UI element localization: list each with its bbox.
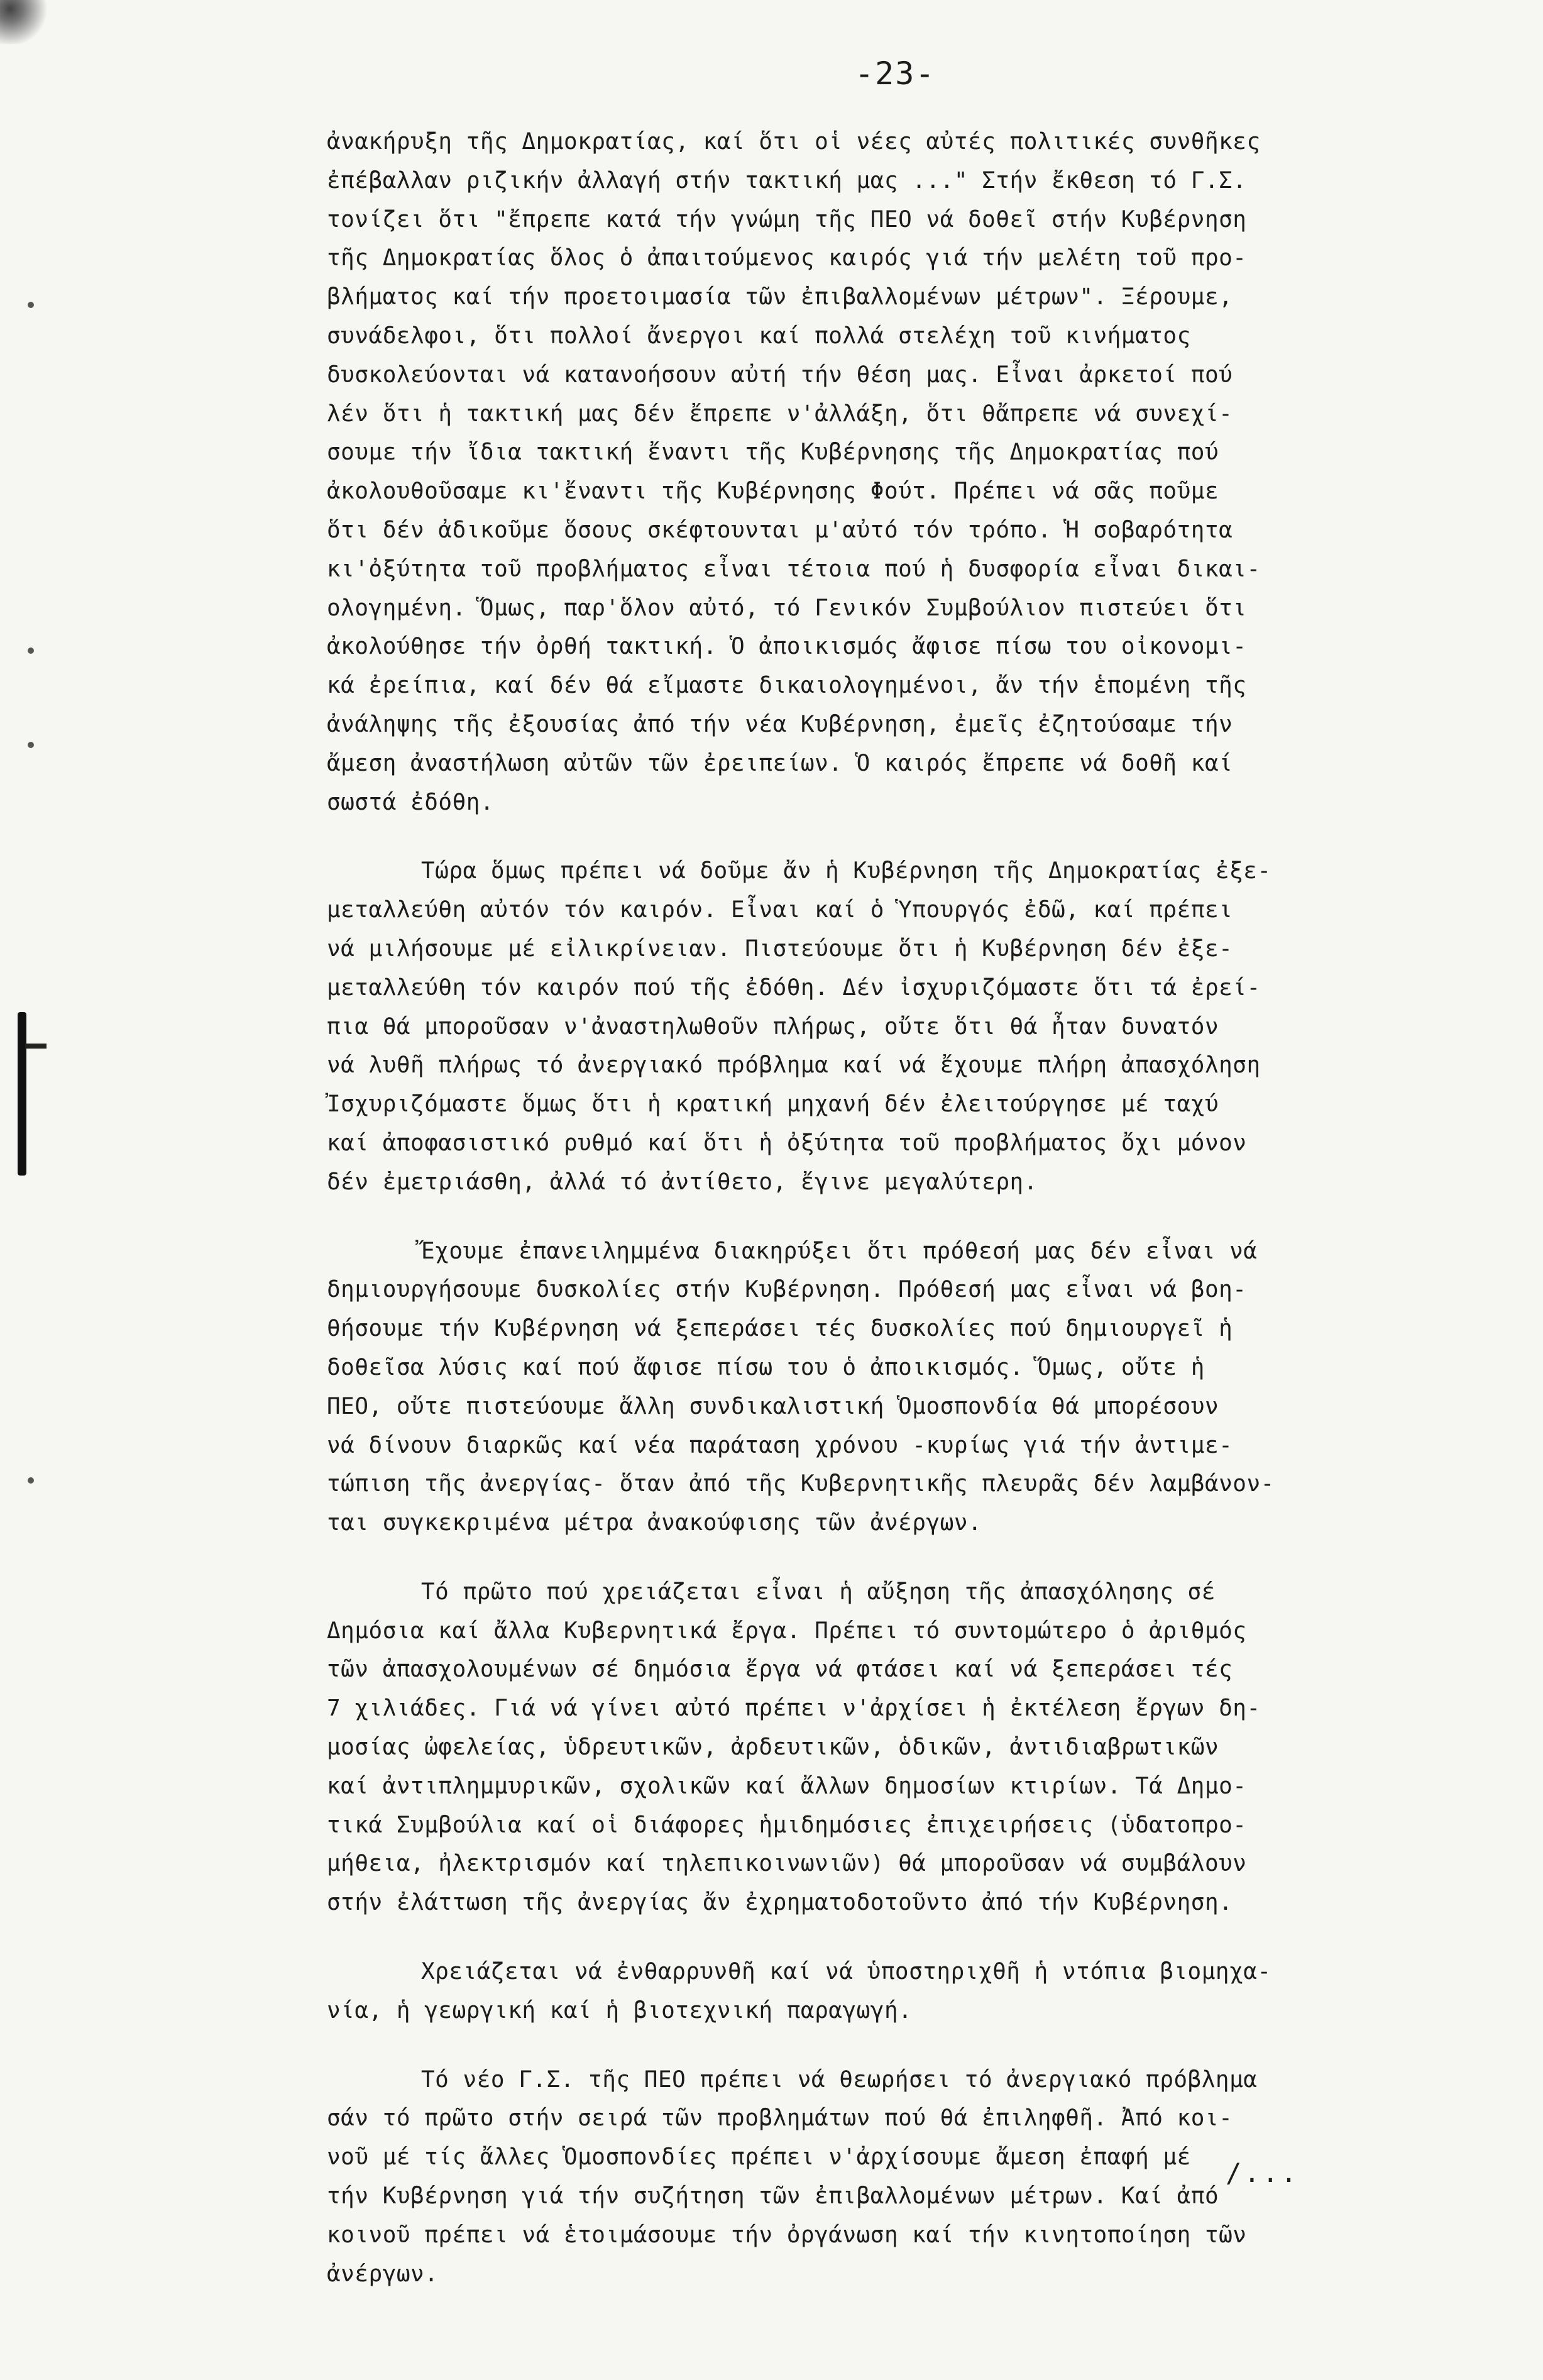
text-line: μεταλλεύθη τόν καιρόν πού τῆς ἐδόθη. Δέν ἰσχυριζόμαστε ὅτι τά ἐρεί- — [327, 974, 1261, 1001]
text-line: βλήματος καί τήν προετοιμασία τῶν ἐπιβαλλομένων μέτρων". Ξέρουμε, — [327, 284, 1233, 311]
text-line: ἀνέργων. — [327, 2261, 439, 2287]
text-line: σωστά ἐδόθη. — [327, 789, 495, 815]
text-line: ἀνακήρυξη τῆς Δημοκρατίας, καί ὅτι οἱ νέες αὐτές πολιτικές συνθῆκες — [327, 129, 1261, 155]
text-line: δυσκολεύονται νά κατανοήσουν αὐτή τήν θέση μας. Εἶναι ἀρκετοί πού — [327, 361, 1233, 388]
text-line: σουμε τήν ἴδια τακτική ἔναντι τῆς Κυβέρνησης τῆς Δημοκρατίας πού — [327, 439, 1219, 466]
text-line: δημιουργήσουμε δυσκολίες στήν Κυβέρνηση. Πρόθεσή μας εἶναι νά βοη- — [327, 1277, 1247, 1303]
text-line: ἄμεση ἀναστήλωση αὐτῶν τῶν ἐρειπείων. Ὁ καιρός ἔπρεπε νά δοθῆ καί — [327, 750, 1233, 776]
text-line: μοσίας ὠφελείας, ὑδρευτικῶν, ἀρδευτικῶν, ὁδικῶν, ἀντιδιαβρωτικῶν — [327, 1734, 1219, 1761]
text-line: συνάδελφοι, ὅτι πολλοί ἄνεργοι καί πολλά στελέχη τοῦ κινήματος — [327, 322, 1191, 349]
text-line: Δημόσια καί ἄλλα Κυβερνητικά ἔργα. Πρέπει τό συντομώτερο ὁ ἀριθμός — [327, 1617, 1247, 1644]
text-line: πια θά μποροῦσαν ν'ἀναστηλωθοῦν πλήρως, οὔτε ὅτι θά ἦταν δυνατόν — [327, 1013, 1219, 1040]
text-line: ἀκολούθησε τήν ὀρθή τακτική. Ὁ ἀποικισμός ἄφισε πίσω του οἰκονομι- — [327, 634, 1247, 660]
text-line: νά δίνουν διαρκῶς καί νέα παράταση χρόνου -κυρίως γιά τήν ἀντιμε- — [327, 1432, 1233, 1458]
paragraph — [327, 1953, 1452, 2030]
text-line: κά ἐρείπια, καί δέν θά εἴμαστε δικαιολογημένοι, ἄν τήν ἑπομένη τῆς — [327, 673, 1247, 699]
text-line: κι'ὀξύτητα τοῦ προβλήματος εἶναι τέτοια πού ἡ δυσφορία εἶναι δικαι- — [327, 556, 1261, 582]
text-line: καί ἀποφασιστικό ρυθμό καί ὅτι ἡ ὀξύτητα τοῦ προβλήματος ὄχι μόνον — [327, 1130, 1247, 1156]
text-line: μήθεια, ἠλεκτρισμόν καί τηλεπικοινωνιῶν) θά μποροῦσαν νά συμβάλουν — [327, 1851, 1247, 1877]
paragraph-gap — [327, 1922, 1452, 1953]
text-line: τώπιση τῆς ἀνεργίας- ὅταν ἀπό τῆς Κυβερνητικῆς πλευρᾶς δέν λαμβάνον- — [327, 1471, 1275, 1497]
text-line: λέν ὅτι ἡ τακτική μας δέν ἔπρεπε ν'ἀλλάξη, ὅτι θἄπρεπε νά συνεχί- — [327, 400, 1233, 427]
paragraph-gap — [327, 822, 1452, 852]
page-number: -23- — [855, 55, 936, 92]
text-line: Χρειάζεται νά ἐνθαρρυνθῆ καί νά ὑποστηριχθῆ ἡ ντόπια βιομηχα- — [421, 1959, 1271, 1985]
margin-punch-dot — [28, 647, 34, 654]
paragraph-gap — [327, 1543, 1452, 1573]
paragraph-gap — [327, 1202, 1452, 1232]
margin-punch-dot — [28, 302, 34, 308]
paragraph — [327, 1573, 1452, 1922]
paragraph — [327, 852, 1452, 1201]
margin-punch-dot — [28, 742, 34, 748]
text-line: ται συγκεκριμένα μέτρα ἀνακούφισης τῶν ἀνέργων. — [327, 1510, 982, 1536]
scan-corner-smudge — [0, 0, 50, 44]
paragraph-gap — [327, 2030, 1452, 2061]
text-line: ἐπέβαλλαν ριζικήν ἀλλαγή στήν τακτική μας ..." Στήν ἔκθεση τό Γ.Σ. — [327, 167, 1247, 194]
text-line: καί ἀντιπλημμυρικῶν, σχολικῶν καί ἄλλων δημοσίων κτιρίων. Τά Δημο- — [327, 1773, 1247, 1799]
text-line: στήν ἐλάττωση τῆς ἀνεργίας ἄν ἐχρηματοδοτοῦντο ἀπό τήν Κυβέρνηση. — [327, 1890, 1233, 1916]
text-line: ὅτι δέν ἀδικοῦμε ὅσους σκέφτουνται μ'αὐτό τόν τρόπο. Ἡ σοβαρότητα — [327, 517, 1233, 543]
text-line: Τώρα ὅμως πρέπει νά δοῦμε ἄν ἡ Κυβέρνηση τῆς Δημοκρατίας ἐξε- — [421, 858, 1271, 884]
text-line: Τό πρῶτο πού χρειάζεται εἶναι ἡ αὔξηση τῆς ἀπασχόλησης σέ — [421, 1578, 1216, 1605]
text-line: 7 χιλιάδες. Γιά νά γίνει αὐτό πρέπει ν'ἀρχίσει ἡ ἐκτέλεση ἔργων δη- — [327, 1695, 1261, 1722]
binder-margin-mark — [18, 1012, 26, 1176]
paragraph — [327, 123, 1452, 822]
text-line: κοινοῦ πρέπει νά ἑτοιμάσουμε τήν ὀργάνωση καί τήν κινητοποίηση τῶν — [327, 2222, 1247, 2248]
text-line: τικά Συμβούλια καί οἱ διάφορες ἡμιδημόσιες ἐπιχειρήσεις (ὑδατοπρο- — [327, 1812, 1247, 1838]
text-line: τῆς Δημοκρατίας ὅλος ὁ ἀπαιτούμενος καιρός γιά τήν μελέτη τοῦ προ- — [327, 245, 1247, 272]
text-line: Ἰσχυριζόμαστε ὅμως ὅτι ἡ κρατική μηχανή δέν ἐλειτούργησε μέ ταχύ — [327, 1091, 1219, 1118]
text-line: νία, ἡ γεωργική καί ἡ βιοτεχνική παραγωγή. — [327, 1997, 913, 2024]
text-line: δέν ἐμετριάσθη, ἀλλά τό ἀντίθετο, ἔγινε μεγαλύτερη. — [327, 1169, 1038, 1195]
text-line: μεταλλεύθη αὐτόν τόν καιρόν. Εἶναι καί ὁ Ὑπουργός ἐδῶ, καί πρέπει — [327, 897, 1233, 923]
text-line: νοῦ μέ τίς ἄλλες Ὁμοσπονδίες πρέπει ν'ἀρχίσουμε ἄμεση ἐπαφή μέ — [327, 2144, 1191, 2171]
paragraph — [327, 1232, 1452, 1543]
continuation-mark: /... — [1226, 2157, 1300, 2188]
text-line: νά μιλήσουμε μέ εἰλικρίνειαν. Πιστεύουμε ὅτι ἡ Κυβέρνηση δέν ἐξε- — [327, 935, 1233, 962]
text-line: τονίζει ὅτι "ἔπρεπε κατά τήν γνώμη τῆς ΠΕΟ νά δοθεῖ στήν Κυβέρνηση — [327, 206, 1247, 233]
text-line: τήν Κυβέρνηση γιά τήν συζήτηση τῶν ἐπιβαλλομένων μέτρων. Καί ἀπό — [327, 2183, 1219, 2210]
text-line: ἀκολουθοῦσαμε κι'ἔναντι τῆς Κυβέρνησης Φούτ. Πρέπει νά σᾶς ποῦμε — [327, 478, 1219, 505]
text-line: τῶν ἀπασχολουμένων σέ δημόσια ἔργα νά φτάσει καί νά ξεπεράσει τές — [327, 1656, 1233, 1683]
text-line: ολογημένη. Ὅμως, παρ'ὅλον αὐτό, τό Γενικόν Συμβούλιον πιστεύει ὅτι — [327, 595, 1247, 621]
text-line: θήσουμε τήν Κυβέρνηση νά ξεπεράσει τές δυσκολίες πού δημιουργεῖ ἡ — [327, 1316, 1233, 1342]
text-line: δοθεῖσα λύσις καί πού ἄφισε πίσω του ὁ ἀποικισμός. Ὅμως, οὔτε ἡ — [327, 1354, 1205, 1380]
document-body — [327, 123, 1452, 2293]
text-line: νά λυθῆ πλήρως τό ἀνεργιακό πρόβλημα καί νά ἔχουμε πλήρη ἀπασχόληση — [327, 1052, 1261, 1079]
text-line: σάν τό πρῶτο στήν σειρά τῶν προβλημάτων πού θά ἐπιληφθῆ. Ἀπό κοι- — [327, 2105, 1233, 2132]
text-line: ΠΕΟ, οὔτε πιστεύουμε ἄλλη συνδικαλιστική Ὁμοσπονδία θά μπορέσουν — [327, 1393, 1219, 1419]
text-line: Τό νέο Γ.Σ. τῆς ΠΕΟ πρέπει νά θεωρήσει τό ἀνεργιακό πρόβλημα — [421, 2066, 1258, 2093]
binder-margin-tick — [25, 1044, 47, 1049]
text-line: ἀνάληψης τῆς ἐξουσίας ἀπό τήν νέα Κυβέρνηση, ἐμεῖς ἐζητούσαμε τήν — [327, 711, 1233, 737]
text-line: Ἔχουμε ἐπανειλημμένα διακηρύξει ὅτι πρόθεσή μας δέν εἶναι νά — [421, 1238, 1258, 1264]
margin-punch-dot — [28, 1477, 34, 1484]
